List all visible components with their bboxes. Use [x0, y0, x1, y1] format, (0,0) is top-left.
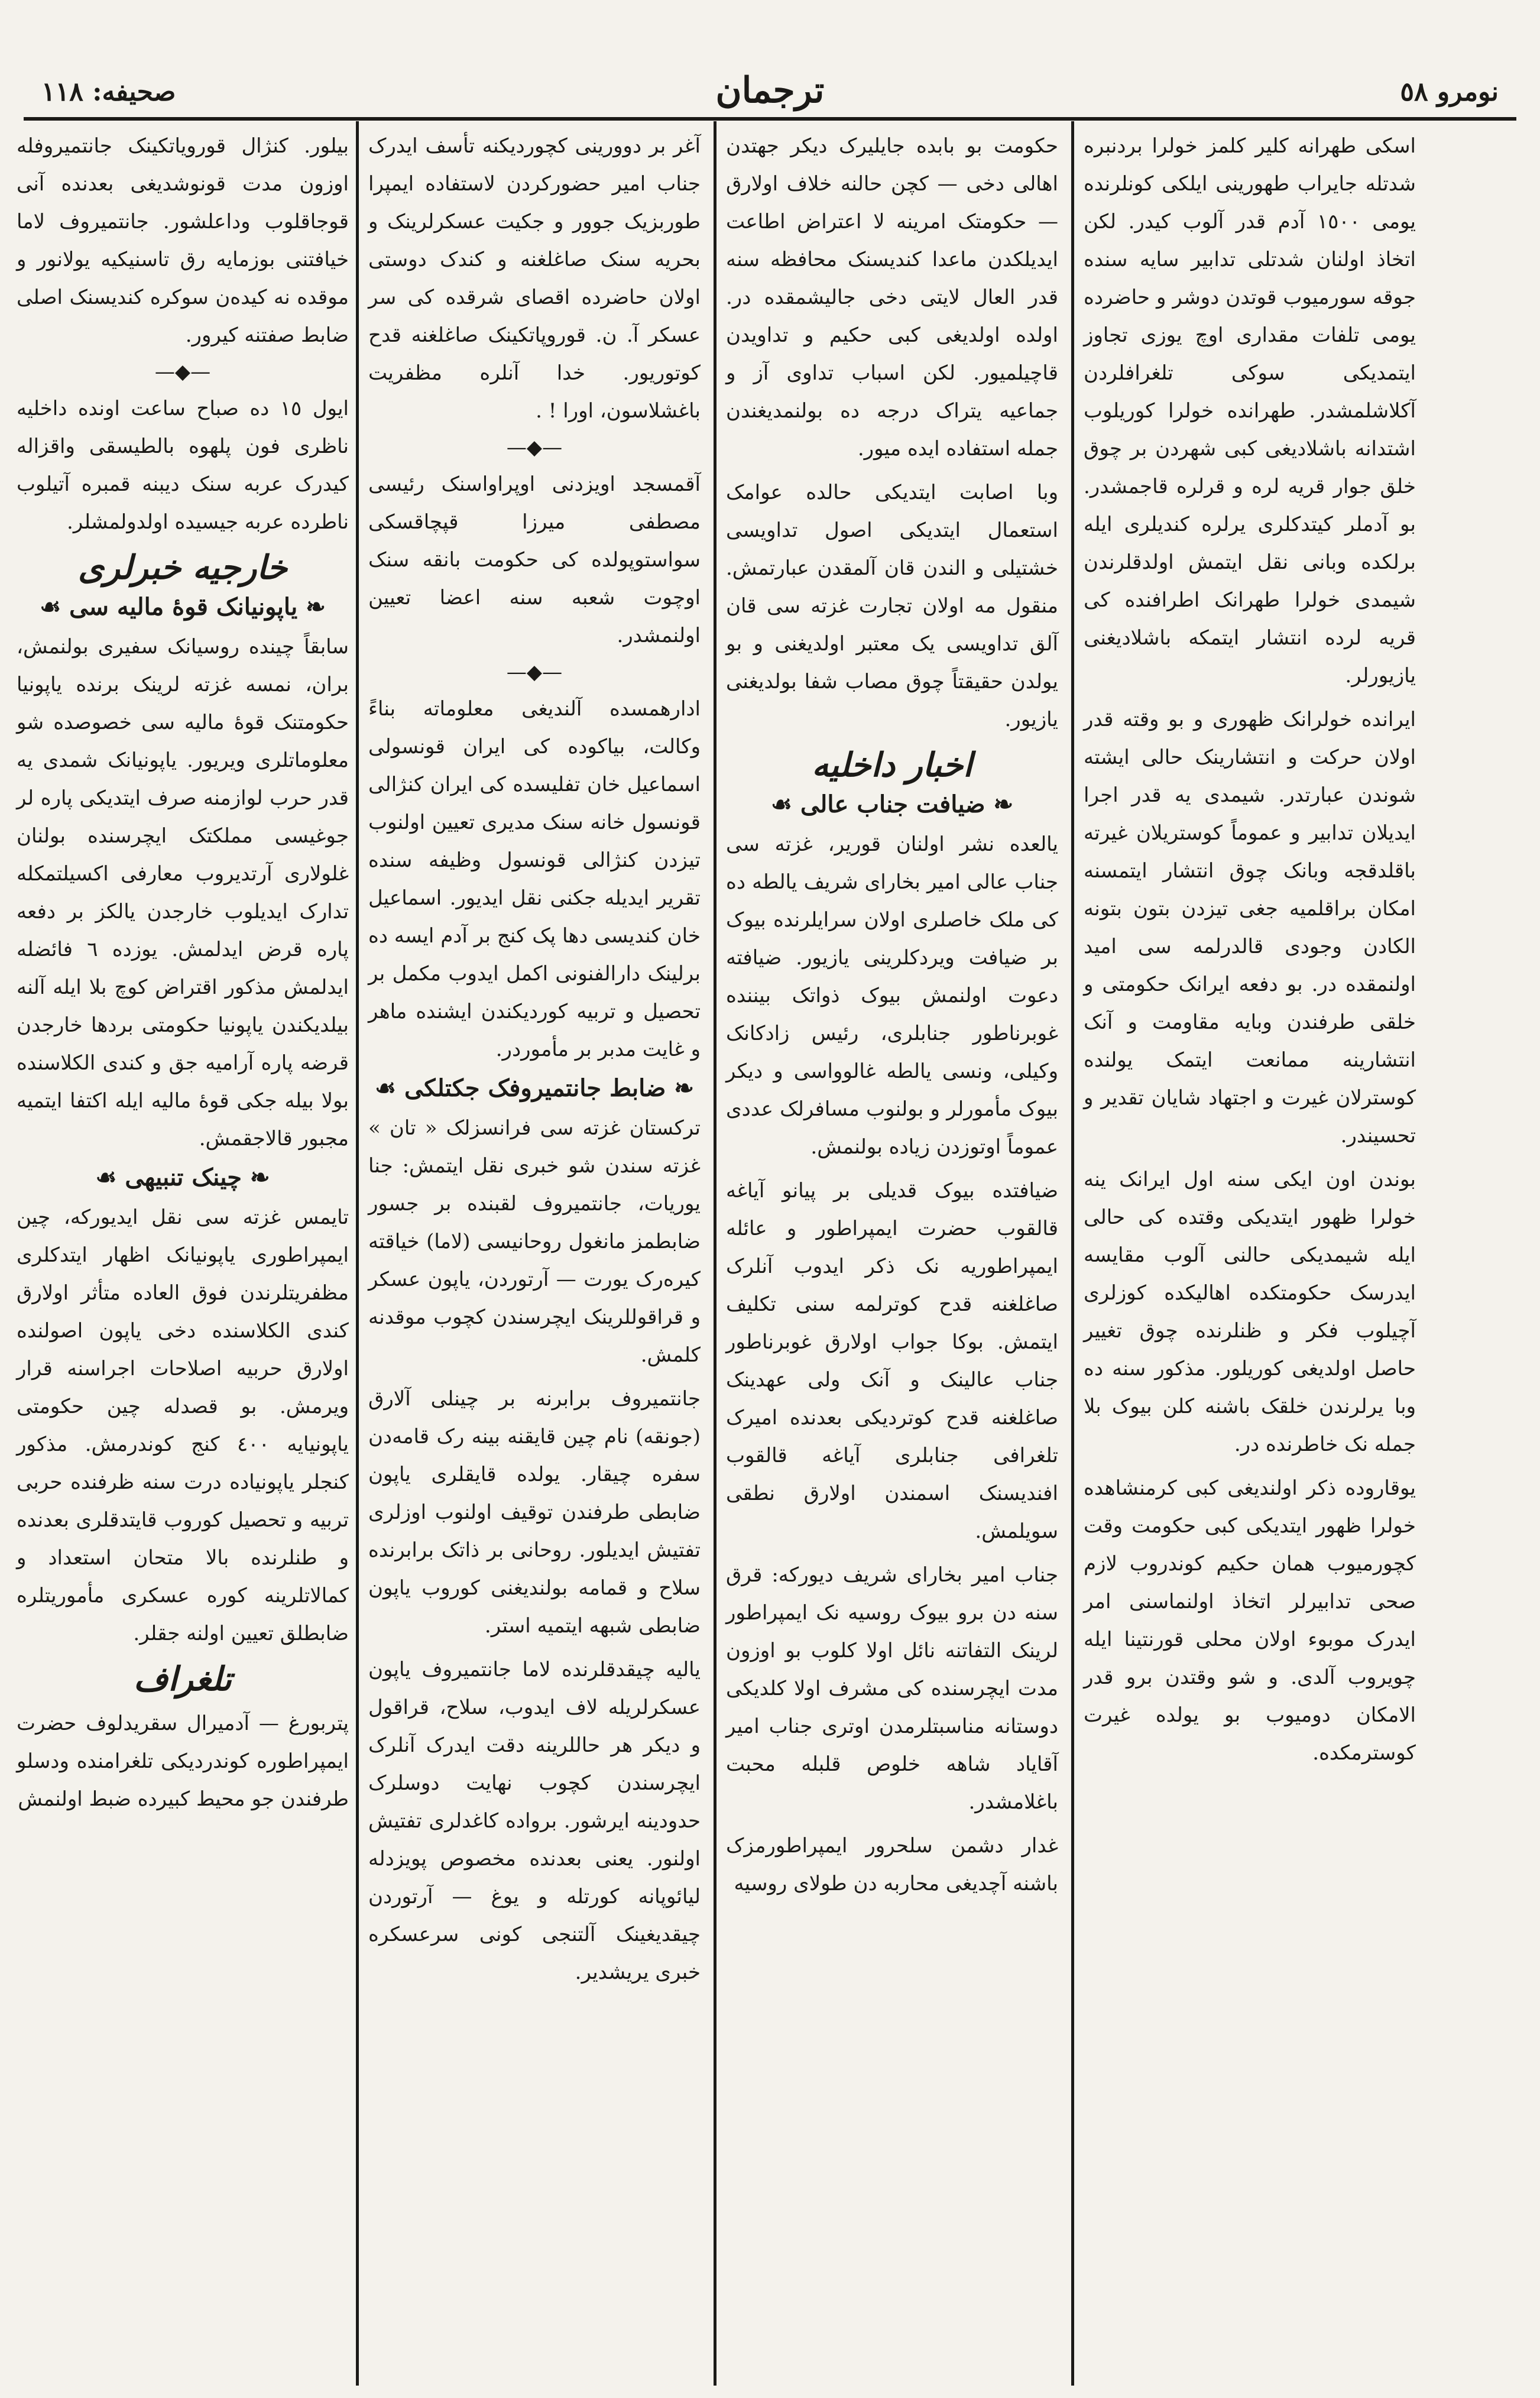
- column-divider: [714, 121, 716, 2386]
- article-paragraph: ادارهمسده آلندیغی معلوماته بناءً وکالت، بیاکوده کی ایران قونسولی اسماعیل خان تفلیسده کی ایران کنژالی قونسول خانه سنک مدیری تعیین اولنوب تیزدن کنژالی قونسول وظیفه سنده تقریر ایدیله جکنی نقل ایدیور. اسماعیل خان کندیسی دها پک کنج بر آدم ایسه ده برلینک دارالفنونی اکمل ایدوب مکمل بر تحصیل و تربیه کوردیکندن ایشنده ماهر و غایت مدبر بر مأموردر.: [368, 697, 701, 1061]
- column-2: [721, 127, 1063, 2374]
- article-paragraph: بیلور. کنژال قورویاتکینک جانتمیروفله اوزون مدت قونوشدیغی بعدنده آنی قوجاقلوب وداعلشور. جانتمیروف لاما خیافتنی بوزمایه رق تاسنیکیه یولانور و موقده نه کیدەن سوکره کندیسنک اصلی ضابط صفتنه کیرور.: [17, 134, 349, 347]
- article-paragraph: سابقاً چینده روسیانک سفیری بولنمش، بران، نمسه غزته لرینک برنده یاپونیا حکومتنک قوۀ مالیه سی خصوصده شو معلوماتلری ویریور. یاپونیانک شمدی یه قدر حرب لوازمنه صرف ایتدیکی پاره لر جوغیسی مملکتک ایچرسنده بولنان غلولاری آرتدیروب معارفی اکسیلتمکله تدارک ایدیلوب خارجدن یالکز بر دفعه پاره قرض ایدلمش. یوزده ٦ فائضله ایدلمش مذکور اقتراض کوچ بلا ایله آلنه بیلدیکندن یاپونیا حکومتی بردها خارجدن قرضه پاره آرامیه جق و کندی الکلاسنده بولا بیله جکی قوۀ مالیه ایله اکتفا ایتمیه مجبور قالاجقمش.: [17, 635, 349, 1151]
- headline: [364, 1074, 705, 1102]
- article-paragraph: بوندن اون ایکی سنه اول ایرانک ینه خولرا ظهور ایتدیکی وقتده کی حالی ایله شیمدیکی حالنی آلوب مقایسه ایدرسک حکومتکده اهالیکده کوزلری آچیلوب فکر و ظنلرنده چوق تغییر حاصل اولدیغی کوریلور. مذکور سنه ده وبا یرلرندن خلقک باشنه کلن بیوک بلا جمله نک خاطرنده در.: [1084, 1168, 1416, 1456]
- article-paragraph: ترکستان غزته سی فرانسزلک « تان » غزته سندن شو خبری نقل ایتمش: جنا یوریات، جانتمیروف لقبنده بر جسور ضابطمز مانغول روحانیسی (لاما) خیاقته کیرەرک یورت — آرتوردن، یاپون عسکر و قراقوللرینک ایچرسندن کچوب موقدنه کلمش.: [368, 1116, 701, 1367]
- article-paragraph: ایرانده خولرانک ظهوری و بو وقته قدر اولان حرکت و انتشارینک حالی ایشته شوندن عبارتدر. شیمدی یه قدر اجرا ایدیلان تدابیر و عموماً کوستریلان غیرته باقلدقجه وبانک چوق انتشار ایتمسنه امکان براقلمیه جغی تیزدن بتون بتونه الکادن وجودی قالدرلمه سی امید اولنمقده در. بو دفعه ایرانک حکومتی و خلقی طرفندن وبایه مقاومت و آنک انتشارینه ممانعت ایتمک یولنده کوسترلان غیرت و اجتهاد شایان تقدیر و تحسیندر.: [1084, 708, 1416, 1148]
- column-divider: [356, 121, 359, 2386]
- column-divider: [1071, 121, 1074, 2386]
- page-number: صحیفه: ١١٨: [41, 77, 176, 107]
- headline-text: ضابط جانتمیروفک جکتلکی: [404, 1074, 666, 1102]
- article-paragraph: حکومت بو بابده جایلیرک دیکر جهتدن اهالی دخی — کچن حالنه خلاف اولارق — حکومتک امرینه لا اعتراض اطاعت ایدیلکدن ماعدا کندیسنک محافظه سنه قدر العال لایتی دخی جالیشمقده در. اولده اولدیغی کبی حکیم و تداویدن قاچیلمیور. لکن اسباب تداوی آز و جماعیه یتراک درجه ده بولنمدیغندن جمله استفاده ایده میور.: [726, 134, 1058, 461]
- article-paragraph: آغر بر دوورینی کچوردیکنه تأسف ایدرک جناب امیر حضورکردن لاستفاده ایمپرا طوربزیک جوور و جکیت عسکرلرینک و بحریه سنک صاغلغنه و کندک دوستی اولان حاضرده اقصای شرقده کی سر عسکر آ. ن. قوروپاتکینک صاغلغنه قدح کوتوریور. خدا آنلره مظفریت باغشلاسون، اورا ! .: [368, 134, 701, 423]
- column-1: [1079, 127, 1421, 2374]
- section-title-domestic-news: اخبار داخلیه: [812, 746, 972, 785]
- headline-text: چینک تنبیهی: [125, 1164, 242, 1191]
- fleuron-icon: ☙: [40, 593, 61, 621]
- article-paragraph: ضیافتده بیوک قدیلی بر پیانو آیاغه قالقوب حضرت ایمپراطور و عائله ایمپراطوریه نک ذکر ایدوب آنلرک صاغلغنه قدح کوترلمه سنی تکلیف ایتمش. بوکا جواب اولارق غوبرناطور جناب عالینک و آنک ولی عهدینک صاغلغنه قدح کوتردیکی بعدنده امیرک تلغرافی جنابلری آیاغه قالقوب افندیسنک اسمندن اولارق نطقی سویلمش.: [726, 1179, 1058, 1543]
- fleuron-icon: ❧: [306, 593, 326, 621]
- fleuron-icon: ☙: [95, 1164, 117, 1191]
- section-title-telegram: تلغراف: [134, 1660, 232, 1699]
- column-4: [12, 127, 354, 2374]
- fleuron-icon: ❧: [674, 1074, 694, 1102]
- headline-text: ضیافت جناب عالی: [800, 790, 985, 818]
- article-paragraph: وبا اصابت ایتدیکی حالده عوامک استعمال ایتدیکی اصول تداویسی خشتیلی و الندن قان آلمقدن عبارتمش. منقول مه اولان تجارت غزته سی قان آلق تداویسی یک معتبر اولدیغنی و بو یولدن حقیقتاً چوق مصاب شفا بولدیغنی یازیور.: [726, 481, 1058, 731]
- article-paragraph: پتربورغ — آدمیرال سقریدلوف حضرت ایمپراطوره کوندردیکی تلغرامنده ودسلو طرفندن جو محیط کبیرده ضبط اولنمش: [17, 1712, 349, 1811]
- ornament-divider-icon: —◆—: [506, 660, 563, 684]
- article-paragraph: یالیه چیقدقلرنده لاما جانتمیروف یاپون عسکرلریله لاف ایدوب، سلاح، قراقول و دیکر هر حاللرینه دقت ایدرک آنلرک ایچرسندن کچوب نهایت دوسلرک حدودینه ایرشور. برواده کاغدلری تفتیش اولنور. یعنی بعدنده مخصوص پویزدله لیائوپانه کورتله و یوغ — آرتوردن چیقدیغینک آلتنجی کونی سرعسکره خبری یریشدیر.: [368, 1658, 701, 1984]
- article-paragraph: تایمس غزته سی نقل ایدیورکه، چین ایمپراطوری یاپونیانک اظهار ایتدکلری مظفریتلرندن فوق العاده متأثر اولارق کندی الکلاسنده دخی یاپون اصولنده اولارق حربیه اصلاحات اجراسنه قرار ویرمش. بو قصدله چین حکومتی یاپونیایه ٤٠٠ کنج کوندرمش. مذکور کنجلر یاپونیاده درت سنه ظرفنده حربی تربیه و تحصیل کوروب قایتدقلری بعدنده و طنلرنده بالا متحان استعداد و کمالاتلرینه کوره عسکری مأموریتلره ضابطلق تعیین اولنه جقلر.: [17, 1206, 349, 1645]
- headline: [12, 593, 354, 621]
- headline-text: یاپونیانک قوۀ مالیه سی: [69, 593, 298, 621]
- headline: [721, 790, 1063, 818]
- fleuron-icon: ❧: [250, 1164, 270, 1191]
- fleuron-icon: ☙: [375, 1074, 397, 1102]
- article-paragraph: جناب امیر بخارای شریف دیورکه: قرق سنه دن برو بیوک روسیه نک ایمپراطور لرینک التفاتنه نائل اولا کلوب بو اوزون مدت ایچرسنده کی مشرف اولا کلدیکی دوستانه مناسبتلرمدن اوتری جناب امیر آقایاد شاهه خلوص قلبله محبت باغلامشدر.: [726, 1563, 1058, 1814]
- fleuron-icon: ☙: [770, 790, 792, 818]
- masthead-rule: [24, 117, 1516, 121]
- ornament-divider-icon: —◆—: [154, 360, 211, 384]
- article-paragraph: جانتمیروف برابرنه بر چینلی آلارق (جونقه) نام چین قایقنه بینه رک قامەدن سفره چیقار. یولده قایقلری یاپون ضابطی طرفندن توقیف اولنوب اوزلری تفتیش ایدیلور. روحانی بر ذاتک برابرنده سلاح و قمامه بولندیغنی کوروب یاپون ضابطی شبهه ایتمیه استر.: [368, 1387, 701, 1638]
- section-title-foreign-news: خارجیه خبرلری: [78, 548, 287, 587]
- article-paragraph: یوقاروده ذکر اولندیغی کبی کرمنشاهده خولرا ظهور ایتدیکی کبی حکومت وقت کچورمیوب همان حکیم کوندروب لازم صحی تدابیرلر اتخاذ اولنماسنی امر ایدرک موبوء اولان محلی قورنتینا ایله چویروب آلدی. و شو وقتدن برو قدر الامکان دومیوب بو یولده غیرت کوسترمکده.: [1084, 1476, 1416, 1765]
- masthead: [24, 65, 1516, 118]
- headline: [12, 1164, 354, 1191]
- ornament-divider-icon: —◆—: [506, 436, 563, 459]
- article-paragraph: آقمسجد اویزدنی اوپراواسنک رئیسی مصطفی میرزا قپچاقسکی سواستوپولده کی حکومت بانقه سنک اوچوت شعبه سنه اعضا تعیین اولنمشدر.: [368, 472, 701, 647]
- article-paragraph: غدار دشمن سلحرور ایمپراطورمزک باشنه آچدیغی محاربه دن طولای روسیه: [726, 1834, 1058, 1895]
- column-3: [364, 127, 705, 2374]
- fleuron-icon: ❧: [993, 790, 1014, 818]
- article-paragraph: یالعده نشر اولنان قوریر، غزته سی جناب عالی امیر بخارای شریف یالطه ده کی ملک خاصلری اولان سرایلرنده بیوک بر ضیافت ویردکلرینی یازیور. ضیافته دعوت اولنمش بیوک ذواتک بیننده غوبرناطور جنابلری، رئیس زادکانک وکیلی، ونسی یالطه غالوواسی و دیکر بیوک مأمورلر و بولنوب مسافرلک عددی عموماً اوتوزدن زیاده بولنمش.: [726, 832, 1058, 1159]
- issue-number: نومرو ٥٨: [1400, 77, 1499, 107]
- article-paragraph: ایول ١٥ ده صباح ساعت اونده داخلیه ناظری فون پلهوه بالطیسقی واقزاله کیدرک عربه سنک دیبنه قمبره آتیلوب ناطرده عربه جیسیده اولدولمشلر.: [17, 397, 349, 534]
- article-paragraph: اسکی طهرانه کلیر کلمز خولرا بردنبره شدتله جایراب طهورینی ایلکی کونلرنده یومی ١٥٠٠ آدم قدر آلوب کیدر. لکن اتخاذ اولنان شدتلی تدابیر سایه سنده جوقه سورمیوب قوتدن دوشر و حاضرده یومی تلفات مقداری اوچ یوزی تجاوز ایتمدیکی سوکی تلغرافلردن آکلاشلمشدر. طهرانده خولرا کوریلوب اشتدانه باشلادیغی کبی شهردن بر چوق خلق جوار قریه لره و قرلره قاجمشدر. بو آدملر کیتدکلری یرلره کندیلری ایله برلکده وبانی نقل ایتمش اولدقلرندن شیمدی خولرا طهرانک اطرافنده کی قریه لرده انتشار ایتمکه باشلادیغنی یازیورلر.: [1084, 134, 1416, 688]
- newspaper-title: ترجمان: [715, 70, 825, 111]
